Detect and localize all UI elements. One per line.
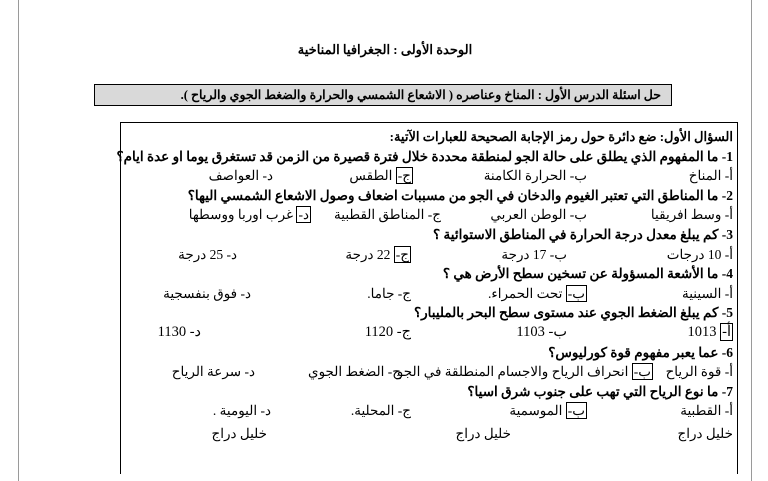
question-7-option-a[interactable]: أ- القطبية — [680, 403, 733, 419]
question-7-text: 7- ما نوع الرياح التي تهب على جنوب شرق اسيا؟ — [467, 383, 733, 399]
question-6-option-b[interactable]: ب- انحراف الرياح والاجسام المنطلقة في الجو — [396, 364, 651, 380]
question-2-text: 2- ما المناطق التي تعتبر الغيوم والدخان في الجو من مسببات اضعاف وصول الاشعاع الشمسي اليها؟ — [187, 187, 733, 203]
question-5-options — [127, 323, 733, 343]
question-6-options — [127, 362, 733, 382]
question-6-option-c[interactable]: ج- الضغط الجوي — [308, 364, 401, 380]
question-4-option-a[interactable]: أ- السينية — [682, 285, 733, 301]
signature-2: خليل دراج — [455, 425, 511, 441]
questions-box — [116, 122, 738, 474]
answer-mark: ج- — [397, 168, 411, 184]
signature-3: خليل دراج — [211, 425, 267, 441]
question-5-option-c[interactable]: ج- 1120 — [364, 323, 411, 340]
question-3-option-c[interactable]: ج- 22 درجة — [345, 246, 409, 262]
answer-mark: أ- — [722, 323, 731, 340]
unit-title: الوحدة الأولى : الجغرافيا المناخية — [297, 42, 473, 57]
question-2-option-d[interactable]: د- غرب اوربا ووسطها — [188, 207, 309, 223]
question-7-options — [127, 401, 733, 421]
question-2-option-b[interactable]: ب- الوطن العربي — [490, 207, 587, 223]
question-4-options — [127, 284, 733, 304]
question-7-option-c[interactable]: ج- المحلية. — [350, 403, 411, 419]
answer-mark: ب- — [567, 403, 585, 419]
question-5-option-a[interactable]: أ- 1013 — [687, 323, 731, 340]
footer-signatures — [127, 424, 733, 444]
answer-mark: ج- — [395, 246, 409, 262]
question-1-text: 1- ما المفهوم الذي يطلق على حالة الجو لمنطقة محددة خلال فترة قصيرة من الزمن قد تستغرق يوما او عدة ايام؟ — [116, 148, 733, 164]
section-instruction: السؤال الأول: ضع دائرة حول رمز الإجابة الصحيحة للعبارات الآتية: — [389, 129, 733, 144]
question-6-text: 6- عما يعبر مفهوم قوة كورليوس؟ — [548, 344, 733, 360]
answer-mark: ب- — [633, 364, 651, 380]
question-2-option-a[interactable]: أ- وسط افريقيا — [650, 207, 733, 223]
question-4-option-d[interactable]: د- فوق بنفسجية — [163, 285, 251, 301]
question-2-option-c[interactable]: ج- المناطق القطبية — [334, 207, 441, 223]
question-3-option-d[interactable]: د- 25 درجة — [178, 246, 237, 262]
document-page — [18, 0, 752, 481]
question-4-option-c[interactable]: ج- جاما. — [367, 285, 411, 301]
question-6-option-a[interactable]: أ- قوة الرياح — [665, 364, 733, 380]
question-3-text: 3- كم يبلغ معدل درجة الحرارة في المناطق الاستوائية ؟ — [433, 226, 733, 242]
question-1-option-d[interactable]: د- العواصف — [208, 168, 273, 184]
answer-mark: د- — [298, 207, 309, 223]
question-1-option-a[interactable]: أ- المناخ — [688, 168, 733, 184]
signature-1: خليل دراج — [677, 425, 733, 441]
question-3-options — [127, 245, 733, 265]
question-1-options — [127, 166, 733, 186]
question-7-option-b[interactable]: ب- الموسمية — [509, 403, 585, 419]
lesson-title-box: حل اسئلة الدرس الأول : المناخ وعناصره ( الاشعاع الشمسي والحرارة والضغط الجوي والرياح ). — [94, 84, 672, 106]
question-1-option-b[interactable]: ب- الحرارة الكامنة — [483, 168, 587, 184]
question-3-option-b[interactable]: ب- 17 درجة — [501, 246, 567, 262]
question-3-option-a[interactable]: أ- 10 درجات — [666, 246, 733, 262]
question-5-option-d[interactable]: د- 1130 — [157, 323, 201, 340]
question-2-options — [127, 205, 733, 225]
question-4-option-b[interactable]: ب- تحت الحمراء. — [487, 285, 585, 301]
question-1-option-c[interactable]: ج- الطقس — [349, 168, 411, 184]
question-7-option-d[interactable]: د- اليومية . — [212, 403, 271, 419]
question-5-text: 5- كم يبلغ الضغط الجوي عند مستوى سطح البحر بالمليبار؟ — [413, 305, 733, 321]
question-4-text: 4- ما الأشعة المسؤولة عن تسخين سطح الأرض هي ؟ — [442, 266, 733, 282]
question-6-option-d[interactable]: د- سرعة الرياح — [171, 364, 255, 380]
answer-mark: ب- — [567, 285, 585, 301]
question-5-option-b[interactable]: ب- 1103 — [516, 323, 567, 340]
